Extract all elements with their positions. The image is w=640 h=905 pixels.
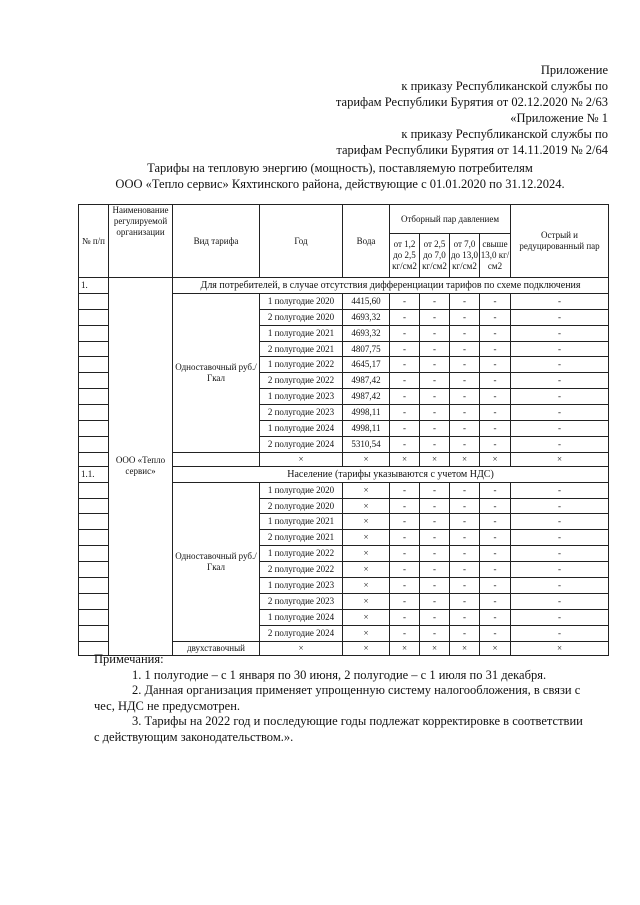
dash-cell: - bbox=[450, 625, 480, 641]
cross-cell: × bbox=[450, 641, 480, 655]
dash-cell: - bbox=[420, 436, 450, 452]
document-title bbox=[60, 160, 620, 192]
note-2: 2. Данная организация применяет упрощенную систему налогообложения, в связи с bbox=[132, 683, 581, 697]
header-block bbox=[336, 62, 608, 158]
header-sharp-steam: Острый и редуцированный пар bbox=[511, 205, 609, 278]
water-value: 5310,54 bbox=[343, 436, 390, 452]
cross-cell: × bbox=[450, 452, 480, 466]
section-2-num: 1.1. bbox=[79, 466, 109, 482]
header-water: Вода bbox=[343, 205, 390, 278]
header-steam-1: от 1,2 до 2,5 кг/см2 bbox=[390, 234, 420, 278]
row-num bbox=[79, 389, 109, 405]
water-value: 4645,17 bbox=[343, 357, 390, 373]
note-1: 1. 1 полугодие – с 1 января по 30 июня, 2 полугодие – с 1 июля по 31 декабря. bbox=[132, 667, 547, 682]
period-cell: 2 полугодие 2023 bbox=[260, 593, 343, 609]
period-cell: 1 полугодие 2021 bbox=[260, 325, 343, 341]
dash-cell: - bbox=[450, 498, 480, 514]
period-cell: 1 полугодие 2024 bbox=[260, 609, 343, 625]
note-3-cont: с действующим законодательством.». bbox=[94, 729, 294, 744]
dash-cell: - bbox=[420, 421, 450, 437]
dash-cell: - bbox=[480, 625, 511, 641]
dash-cell: - bbox=[511, 562, 609, 578]
dash-cell: - bbox=[450, 546, 480, 562]
dash-cell: - bbox=[511, 609, 609, 625]
header-line-4: «Приложение № 1 bbox=[510, 111, 608, 125]
dash-cell: - bbox=[450, 389, 480, 405]
dash-cell: - bbox=[390, 593, 420, 609]
dash-cell: - bbox=[390, 341, 420, 357]
section-1-num: 1. bbox=[79, 278, 109, 294]
dash-cell: - bbox=[390, 357, 420, 373]
water-value: 4987,42 bbox=[343, 389, 390, 405]
row-num bbox=[79, 578, 109, 594]
dash-cell: - bbox=[480, 309, 511, 325]
period-cell: 1 полугодие 2020 bbox=[260, 293, 343, 309]
dash-cell: - bbox=[511, 514, 609, 530]
water-value: × bbox=[343, 482, 390, 498]
dash-cell: - bbox=[480, 593, 511, 609]
cross-cell: × bbox=[420, 452, 450, 466]
row-num bbox=[79, 309, 109, 325]
dash-cell: - bbox=[390, 578, 420, 594]
cross-cell: × bbox=[511, 641, 609, 655]
dash-cell: - bbox=[511, 530, 609, 546]
dash-cell: - bbox=[450, 373, 480, 389]
period-cell: 1 полугодие 2022 bbox=[260, 546, 343, 562]
dash-cell: - bbox=[390, 325, 420, 341]
dash-cell: - bbox=[511, 546, 609, 562]
dash-cell: - bbox=[420, 341, 450, 357]
dash-cell: - bbox=[450, 341, 480, 357]
period-cell: 2 полугодие 2022 bbox=[260, 562, 343, 578]
dash-cell: - bbox=[420, 405, 450, 421]
row-num bbox=[79, 373, 109, 389]
dash-cell: - bbox=[390, 436, 420, 452]
dash-cell: - bbox=[420, 325, 450, 341]
header-steam-2: от 2,5 до 7,0 кг/см2 bbox=[420, 234, 450, 278]
dash-cell: - bbox=[480, 514, 511, 530]
row-num bbox=[79, 293, 109, 309]
row-num bbox=[79, 421, 109, 437]
dash-cell: - bbox=[390, 514, 420, 530]
water-value: × bbox=[343, 625, 390, 641]
dash-cell: - bbox=[480, 609, 511, 625]
cross-cell: × bbox=[260, 641, 343, 655]
cross-cell: × bbox=[480, 452, 511, 466]
period-cell: 1 полугодие 2023 bbox=[260, 578, 343, 594]
dash-cell: - bbox=[480, 498, 511, 514]
dash-cell: - bbox=[420, 562, 450, 578]
water-value: × bbox=[343, 546, 390, 562]
dash-cell: - bbox=[390, 625, 420, 641]
dash-cell: - bbox=[480, 293, 511, 309]
row-num bbox=[79, 546, 109, 562]
header-line-5: к приказу Республиканской службы по bbox=[401, 127, 608, 141]
row-num bbox=[79, 452, 109, 466]
dash-cell: - bbox=[480, 389, 511, 405]
dash-cell: - bbox=[511, 405, 609, 421]
dash-cell: - bbox=[511, 625, 609, 641]
water-value: × bbox=[343, 498, 390, 514]
dash-cell: - bbox=[450, 436, 480, 452]
dash-cell: - bbox=[480, 357, 511, 373]
water-value: × bbox=[343, 609, 390, 625]
water-value: 4998,11 bbox=[343, 405, 390, 421]
dash-cell: - bbox=[480, 436, 511, 452]
period-cell: 2 полугодие 2021 bbox=[260, 341, 343, 357]
dash-cell: - bbox=[480, 325, 511, 341]
dash-cell: - bbox=[511, 325, 609, 341]
dash-cell: - bbox=[420, 514, 450, 530]
dash-cell: - bbox=[420, 578, 450, 594]
dash-cell: - bbox=[390, 309, 420, 325]
cross-cell: × bbox=[480, 641, 511, 655]
water-value: 4807,75 bbox=[343, 341, 390, 357]
dash-cell: - bbox=[480, 546, 511, 562]
dash-cell: - bbox=[450, 609, 480, 625]
header-steam: Отборный пар давлением bbox=[390, 205, 511, 234]
period-cell: 1 полугодие 2021 bbox=[260, 514, 343, 530]
dash-cell: - bbox=[511, 593, 609, 609]
dash-cell: - bbox=[420, 357, 450, 373]
header-steam-4: свыше 13,0 кг/см2 bbox=[480, 234, 511, 278]
notes-heading: Примечания: bbox=[94, 652, 164, 666]
dash-cell: - bbox=[390, 482, 420, 498]
dash-cell: - bbox=[480, 482, 511, 498]
empty-cell bbox=[173, 452, 260, 466]
water-value: 4415,60 bbox=[343, 293, 390, 309]
dash-cell: - bbox=[450, 514, 480, 530]
header-org: Наименование регулируемой организации bbox=[109, 205, 173, 278]
dash-cell: - bbox=[480, 530, 511, 546]
header-line-1: Приложение bbox=[540, 63, 608, 77]
row-num bbox=[79, 514, 109, 530]
dash-cell: - bbox=[480, 405, 511, 421]
dash-cell: - bbox=[450, 562, 480, 578]
dash-cell: - bbox=[511, 293, 609, 309]
row-num bbox=[79, 405, 109, 421]
table-row bbox=[79, 278, 609, 294]
header-tariff-type: Вид тарифа bbox=[173, 205, 260, 278]
dash-cell: - bbox=[511, 357, 609, 373]
title-line-1: Тарифы на тепловую энергию (мощность), поставляемую потребителям bbox=[147, 161, 533, 175]
dash-cell: - bbox=[511, 482, 609, 498]
dash-cell: - bbox=[511, 578, 609, 594]
dash-cell: - bbox=[390, 293, 420, 309]
dash-cell: - bbox=[480, 578, 511, 594]
header-year: Год bbox=[260, 205, 343, 278]
dash-cell: - bbox=[390, 530, 420, 546]
dash-cell: - bbox=[480, 373, 511, 389]
period-cell: 2 полугодие 2024 bbox=[260, 436, 343, 452]
period-cell: 1 полугодие 2020 bbox=[260, 482, 343, 498]
dash-cell: - bbox=[480, 421, 511, 437]
tariff-type: Одноставочный руб./Гкал bbox=[173, 482, 260, 641]
dash-cell: - bbox=[511, 436, 609, 452]
dash-cell: - bbox=[390, 421, 420, 437]
row-num bbox=[79, 436, 109, 452]
dash-cell: - bbox=[390, 405, 420, 421]
dash-cell: - bbox=[390, 389, 420, 405]
header-line-3: тарифам Республики Бурятия от 02.12.2020 № 2/63 bbox=[335, 95, 608, 109]
dash-cell: - bbox=[420, 530, 450, 546]
tariff-type: Одноставочный руб./Гкал bbox=[173, 293, 260, 452]
cross-cell: × bbox=[420, 641, 450, 655]
dash-cell: - bbox=[420, 546, 450, 562]
row-num bbox=[79, 609, 109, 625]
header-line-6: тарифам Республики Бурятия от 14.11.2019 № 2/64 bbox=[336, 143, 608, 157]
section-2-title: Население (тарифы указываются с учетом НДС) bbox=[173, 466, 609, 482]
dash-cell: - bbox=[511, 421, 609, 437]
dash-cell: - bbox=[390, 609, 420, 625]
dash-cell: - bbox=[390, 498, 420, 514]
water-value: 4693,32 bbox=[343, 309, 390, 325]
title-line-2: ООО «Тепло сервис» Кяхтинского района, действующие с 01.01.2020 по 31.12.2024. bbox=[115, 177, 565, 191]
row-num bbox=[79, 498, 109, 514]
row-num bbox=[79, 625, 109, 641]
period-cell: 2 полугодие 2024 bbox=[260, 625, 343, 641]
row-num bbox=[79, 325, 109, 341]
water-value: × bbox=[343, 530, 390, 546]
period-cell: 2 полугодие 2022 bbox=[260, 373, 343, 389]
dash-cell: - bbox=[420, 373, 450, 389]
water-value: × bbox=[343, 578, 390, 594]
dash-cell: - bbox=[450, 578, 480, 594]
period-cell: 2 полугодие 2020 bbox=[260, 498, 343, 514]
dash-cell: - bbox=[420, 389, 450, 405]
header-steam-3: от 7,0 до 13,0 кг/см2 bbox=[450, 234, 480, 278]
cross-cell: × bbox=[390, 452, 420, 466]
dash-cell: - bbox=[450, 309, 480, 325]
note-3: 3. Тарифы на 2022 год и последующие годы подлежат корректировке в соответствии bbox=[132, 714, 583, 728]
dash-cell: - bbox=[450, 530, 480, 546]
period-cell: 1 полугодие 2022 bbox=[260, 357, 343, 373]
dash-cell: - bbox=[450, 482, 480, 498]
row-num bbox=[79, 593, 109, 609]
period-cell: 2 полугодие 2021 bbox=[260, 530, 343, 546]
cross-cell: × bbox=[343, 452, 390, 466]
row-num bbox=[79, 530, 109, 546]
dash-cell: - bbox=[420, 609, 450, 625]
dash-cell: - bbox=[390, 562, 420, 578]
section-1-title: Для потребителей, в случае отсутствия дифференциации тарифов по схеме подключения bbox=[173, 278, 609, 294]
note-2-cont: чес, НДС не предусмотрен. bbox=[94, 698, 241, 713]
water-value: × bbox=[343, 562, 390, 578]
dash-cell: - bbox=[390, 373, 420, 389]
cross-cell: × bbox=[511, 452, 609, 466]
dash-cell: - bbox=[420, 293, 450, 309]
dash-cell: - bbox=[480, 341, 511, 357]
header-line-2: к приказу Республиканской службы по bbox=[401, 79, 608, 93]
cross-cell: × bbox=[260, 452, 343, 466]
water-value: × bbox=[343, 593, 390, 609]
dash-cell: - bbox=[450, 293, 480, 309]
notes bbox=[94, 652, 606, 745]
dash-cell: - bbox=[511, 341, 609, 357]
dash-cell: - bbox=[420, 625, 450, 641]
dash-cell: - bbox=[450, 405, 480, 421]
dash-cell: - bbox=[450, 421, 480, 437]
dash-cell: - bbox=[420, 482, 450, 498]
period-cell: 1 полугодие 2024 bbox=[260, 421, 343, 437]
tariff-table bbox=[78, 204, 609, 656]
dash-cell: - bbox=[450, 593, 480, 609]
dash-cell: - bbox=[420, 593, 450, 609]
row-num bbox=[79, 341, 109, 357]
period-cell: 1 полугодие 2023 bbox=[260, 389, 343, 405]
period-cell: 2 полугодие 2023 bbox=[260, 405, 343, 421]
dash-cell: - bbox=[511, 498, 609, 514]
row-num bbox=[79, 482, 109, 498]
row-num bbox=[79, 562, 109, 578]
org-name: ООО «Тепло сервис» bbox=[109, 278, 173, 656]
dash-cell: - bbox=[420, 498, 450, 514]
water-value: 4998,11 bbox=[343, 421, 390, 437]
dash-cell: - bbox=[511, 373, 609, 389]
header-num: № п/п bbox=[79, 205, 109, 278]
dash-cell: - bbox=[450, 357, 480, 373]
cross-cell: × bbox=[343, 641, 390, 655]
two-part-label: двухставочный bbox=[173, 641, 260, 655]
period-cell: 2 полугодие 2020 bbox=[260, 309, 343, 325]
dash-cell: - bbox=[450, 325, 480, 341]
water-value: 4987,42 bbox=[343, 373, 390, 389]
row-num bbox=[79, 357, 109, 373]
cross-cell: × bbox=[390, 641, 420, 655]
dash-cell: - bbox=[511, 389, 609, 405]
water-value: × bbox=[343, 514, 390, 530]
water-value: 4693,32 bbox=[343, 325, 390, 341]
dash-cell: - bbox=[420, 309, 450, 325]
dash-cell: - bbox=[390, 546, 420, 562]
dash-cell: - bbox=[511, 309, 609, 325]
dash-cell: - bbox=[480, 562, 511, 578]
